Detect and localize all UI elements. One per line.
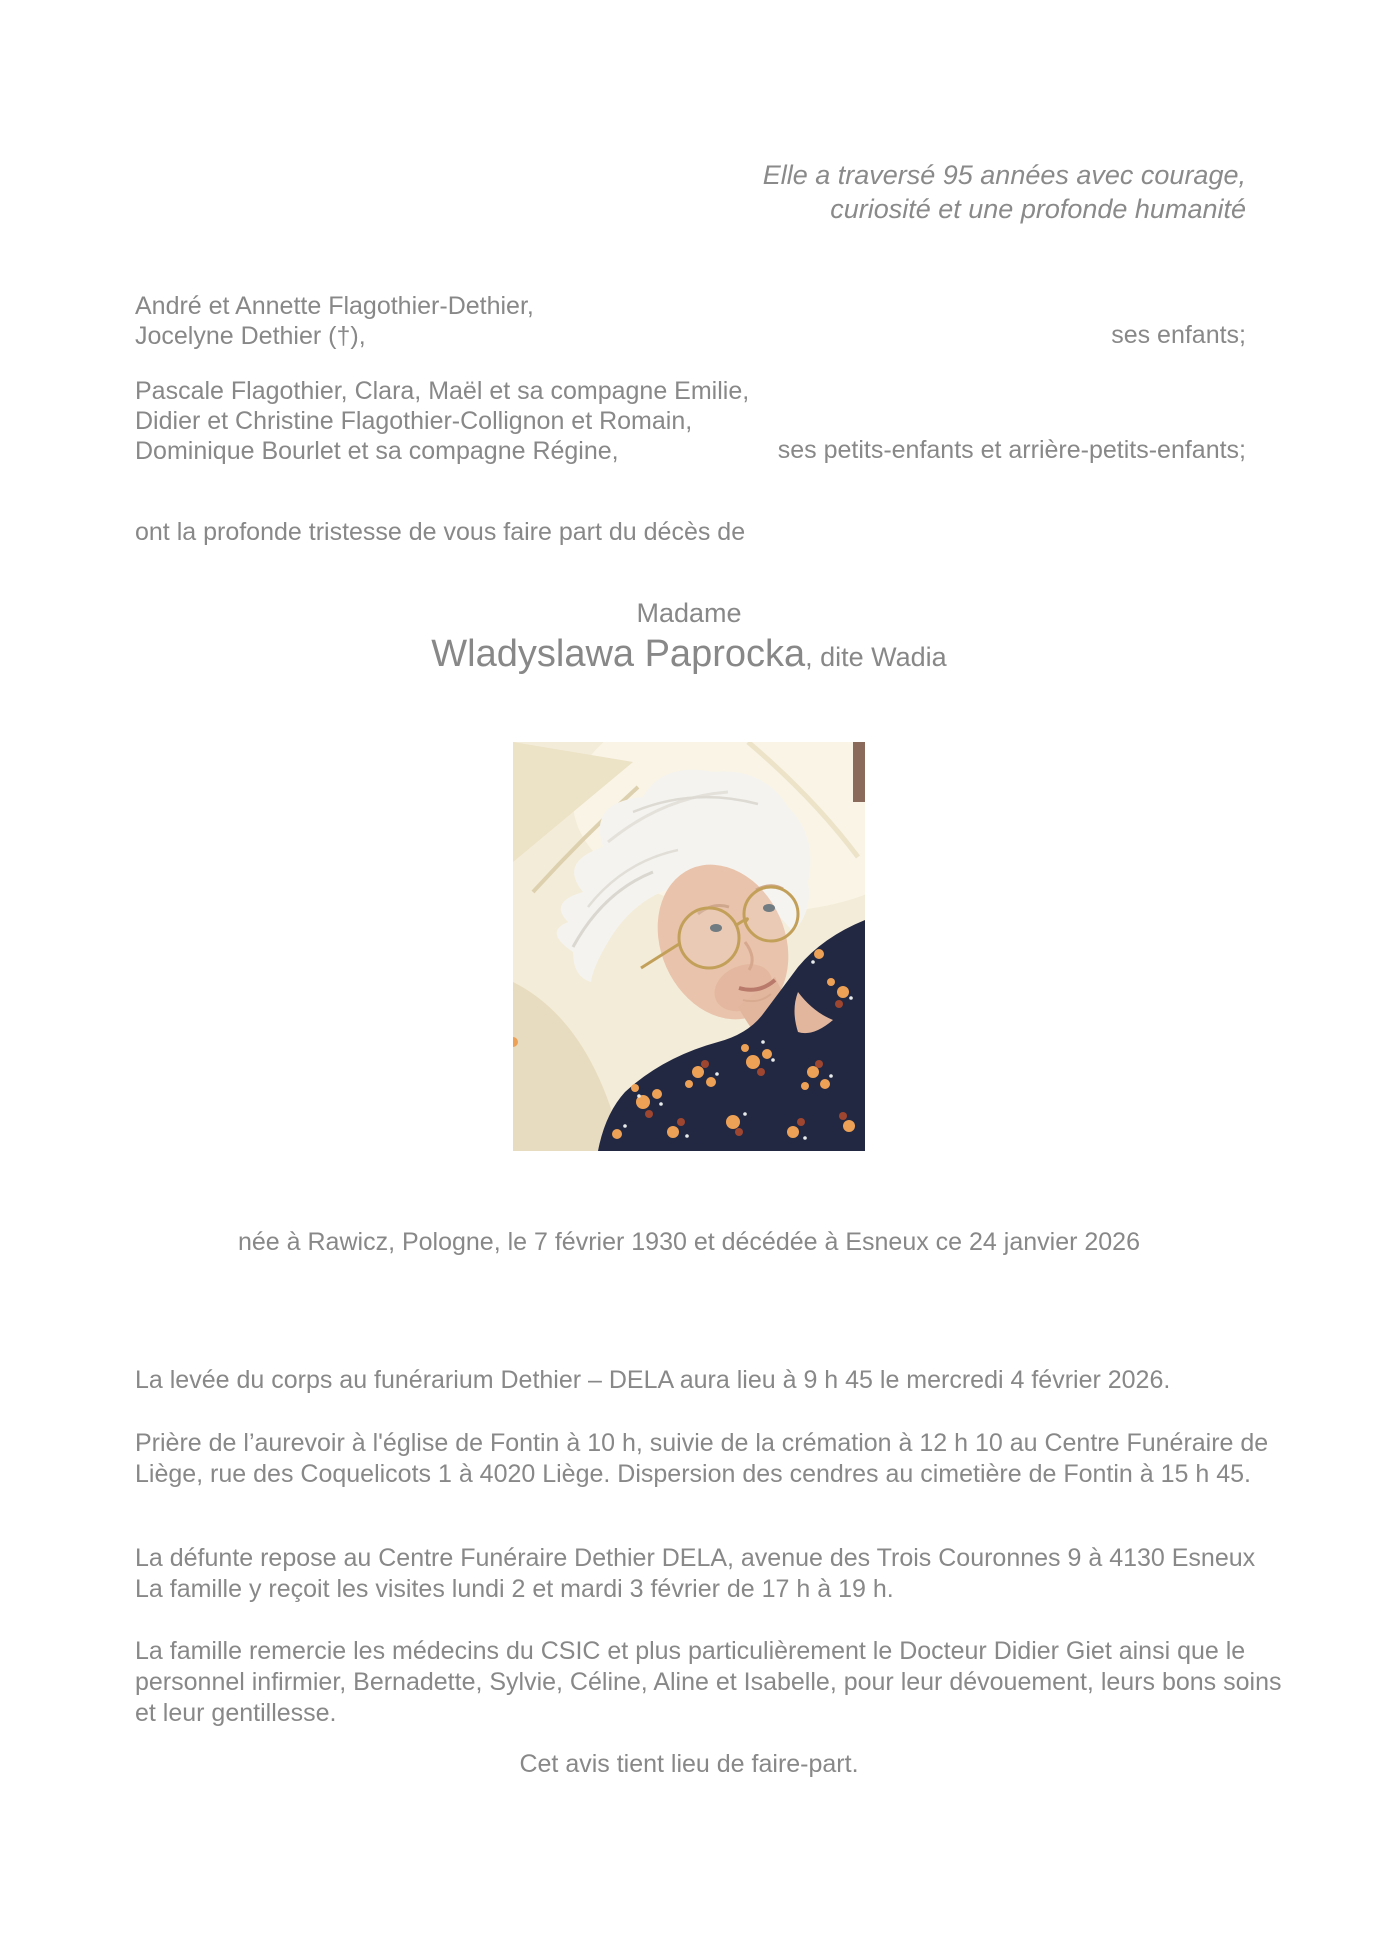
family-line: Pascale Flagothier, Clara, Maël et sa compagne Emilie, <box>135 377 750 405</box>
paragraph-line: La défunte repose au Centre Funéraire Dethier DELA, avenue des Trois Couronnes 9 à 4130 Esneux <box>135 1544 1256 1572</box>
epigraph <box>763 158 1246 226</box>
paragraph-line: La famille remercie les médecins du CSIC et plus particulièrement le Docteur Didier Giet ainsi que le <box>135 1637 1246 1665</box>
children-names <box>135 291 534 351</box>
children-relation-label: ses enfants; <box>1111 321 1246 349</box>
deceased-name: Wladyslawa Paprocka <box>431 633 806 675</box>
deceased-nickname: , dite Wadia <box>805 642 947 672</box>
family-line: André et Annette Flagothier-Dethier, <box>135 292 534 320</box>
family-line: Dominique Bourlet et sa compagne Régine, <box>135 437 619 465</box>
deceased-title: Madame <box>636 598 742 628</box>
remerciements-paragraph <box>135 1636 1281 1729</box>
deceased-name-line <box>0 633 1378 676</box>
grandchildren-names <box>135 376 749 466</box>
paragraph-line: personnel infirmier, Bernadette, Sylvie, Céline, Aline et Isabelle, pour leur dévouement, leurs bons soins <box>135 1668 1282 1696</box>
paragraph-line: Liège, rue des Coquelicots 1 à 4020 Liège. Dispersion des cendres au cimetière de Fontin à 15 h 45. <box>135 1460 1251 1488</box>
priere-paragraph <box>135 1428 1268 1490</box>
portrait-photo-illustration <box>513 742 865 1151</box>
paragraph-line: et leur gentillesse. <box>135 1699 337 1727</box>
repose-paragraph <box>135 1543 1255 1605</box>
portrait-photo <box>513 742 865 1151</box>
grandchildren-relation-label: ses petits-enfants et arrière-petits-enfants; <box>777 436 1246 464</box>
family-line: Didier et Christine Flagothier-Collignon et Romain, <box>135 407 693 435</box>
family-line: Jocelyne Dethier (†), <box>135 322 366 350</box>
faire-part-notice: Cet avis tient lieu de faire-part. <box>519 1750 859 1778</box>
epigraph-line: Elle a traversé 95 années avec courage, <box>762 160 1246 190</box>
announcement-sentence: ont la profonde tristesse de vous faire part du décès de <box>135 518 746 546</box>
epigraph-line: curiosité et une profonde humanité <box>830 194 1246 224</box>
levee-paragraph: La levée du corps au funérarium Dethier – DELA aura lieu à 9 h 45 le mercredi 4 février 2026. <box>135 1366 1171 1394</box>
paragraph-line: La famille y reçoit les visites lundi 2 et mardi 3 février de 17 h à 19 h. <box>135 1575 894 1603</box>
life-dates: née à Rawicz, Pologne, le 7 février 1930 et décédée à Esneux ce 24 janvier 2026 <box>238 1228 1140 1256</box>
paragraph-line: Prière de l’aurevoir à l'église de Fontin à 10 h, suivie de la crémation à 12 h 10 au Centre Funéraire de <box>135 1429 1269 1457</box>
